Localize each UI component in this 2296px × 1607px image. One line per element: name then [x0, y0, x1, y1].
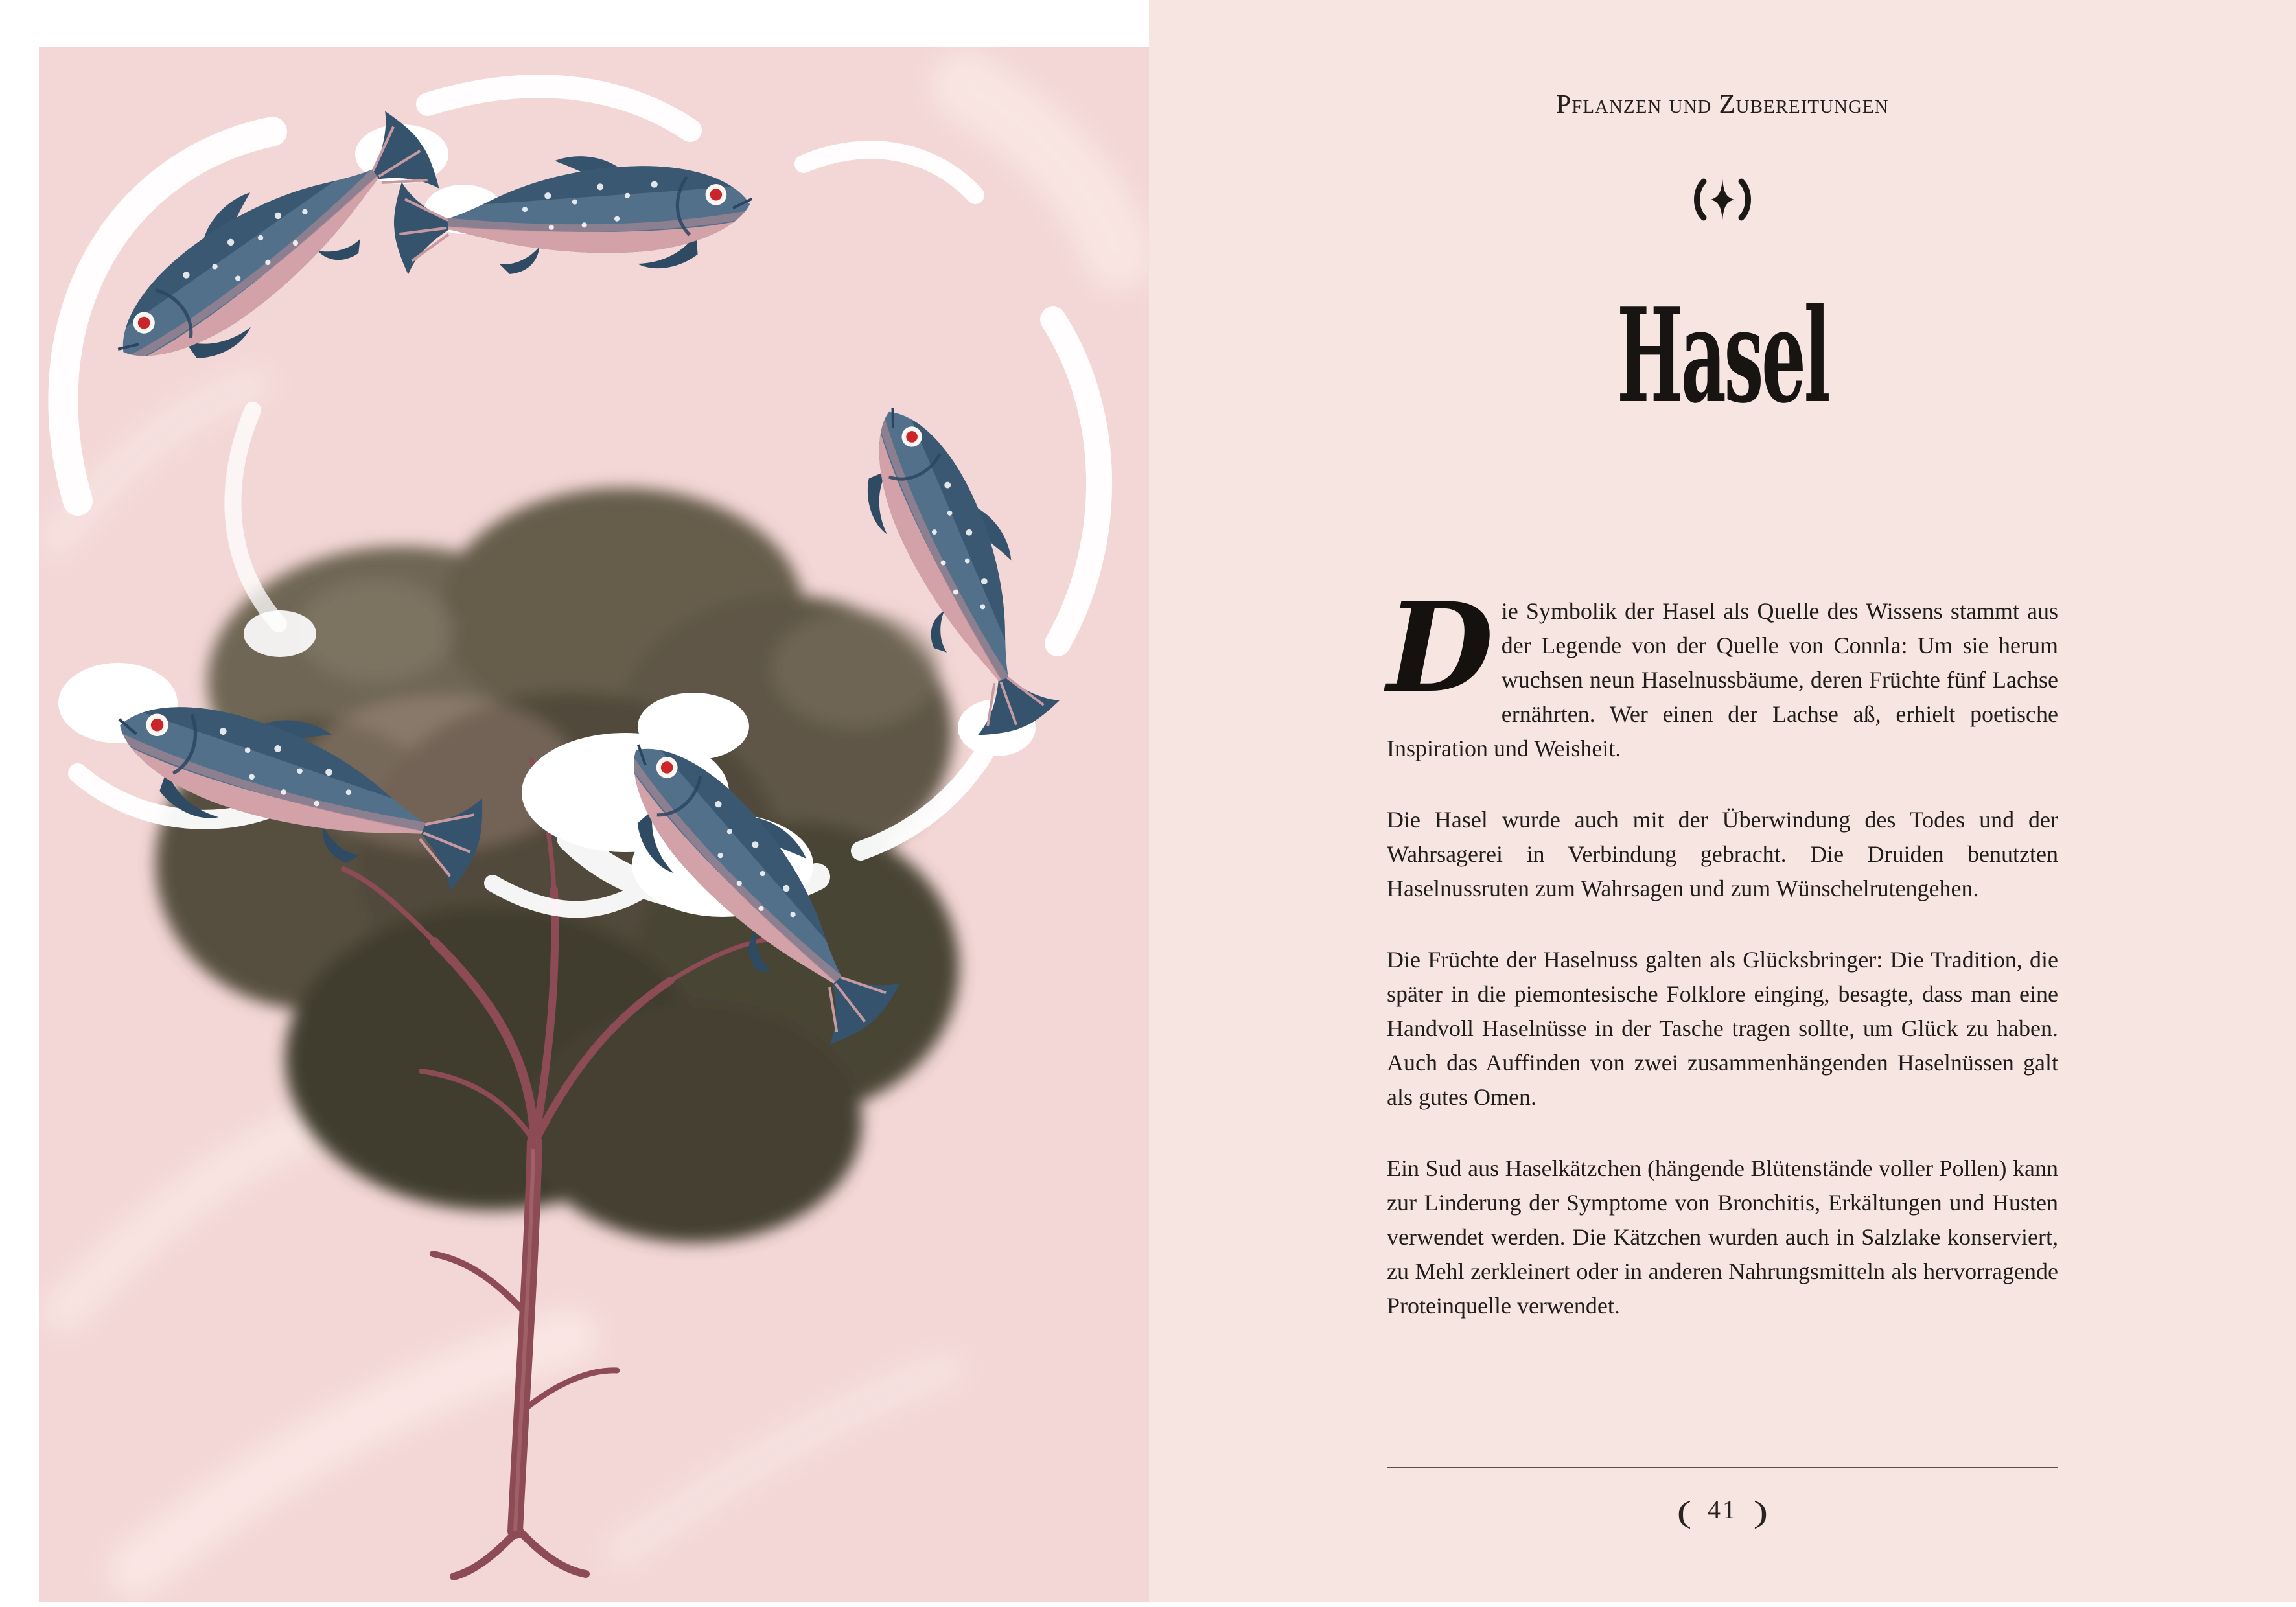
page-title	[1149, 280, 2296, 432]
salmon-hazel-illustration	[39, 47, 1149, 1602]
running-head: Pflanzen und Zubereitungen	[1556, 89, 1889, 119]
section-ornament	[1687, 176, 1758, 226]
paragraph-1	[1387, 575, 2058, 766]
paragraph-1-text: ie Symbolik der Hasel als Quelle des Wissens stammt aus der Legende von der Quelle von Connla: Um sie herum wuchsen neun Haselnussbäume, deren Früchte fünf Lachse ernährten. Wer einen der Lachse aß, erhielt poetische Inspiration und Weisheit.	[1387, 598, 2058, 761]
page-number	[1149, 1497, 2296, 1528]
star-in-parentheses-icon	[1687, 176, 1758, 223]
page-number-left-bracket: (	[1676, 1495, 1692, 1529]
page-number-value: 41	[1708, 1495, 1737, 1524]
page-number-right-bracket: )	[1753, 1495, 1768, 1529]
paragraph-3: Die Früchte der Haselnuss galten als Glücksbringer: Die Tradition, die später in die piemontesische Folklore einging, besagte, dass man eine Handvoll Haselnüsse in der Tasche tragen sollte, um Glück zu haben. Auch das Auffinden von zwei zusammenhängenden Haselnüssen galt als gutes Omen.	[1387, 947, 2058, 1110]
body-text	[1387, 575, 2058, 1323]
page-title-text: Hasel	[1616, 280, 1829, 432]
paragraph-4: Ein Sud aus Haselkätzchen (hängende Blütenstände voller Pollen) kann zur Linderung der Symptome von Bronchitis, Erkältungen und Husten verwendet werden. Die Kätzchen wurden auch in Salzlake konserviert, zu Mehl zerkleinert oder in anderen Nahrungsmitteln als hervorragende Proteinquelle verwendet.	[1387, 1155, 2058, 1319]
paragraph-2: Die Hasel wurde auch mit der Überwindung des Todes und der Wahrsagerei in Verbindung gebracht. Die Druiden benutzten Haselnussruten zum Wahrsagen und zum Wünschelrutengehen.	[1387, 807, 2058, 901]
drop-cap: D	[1387, 575, 1494, 720]
text-page	[1149, 0, 2296, 1602]
footer-rule	[1387, 1467, 2058, 1468]
